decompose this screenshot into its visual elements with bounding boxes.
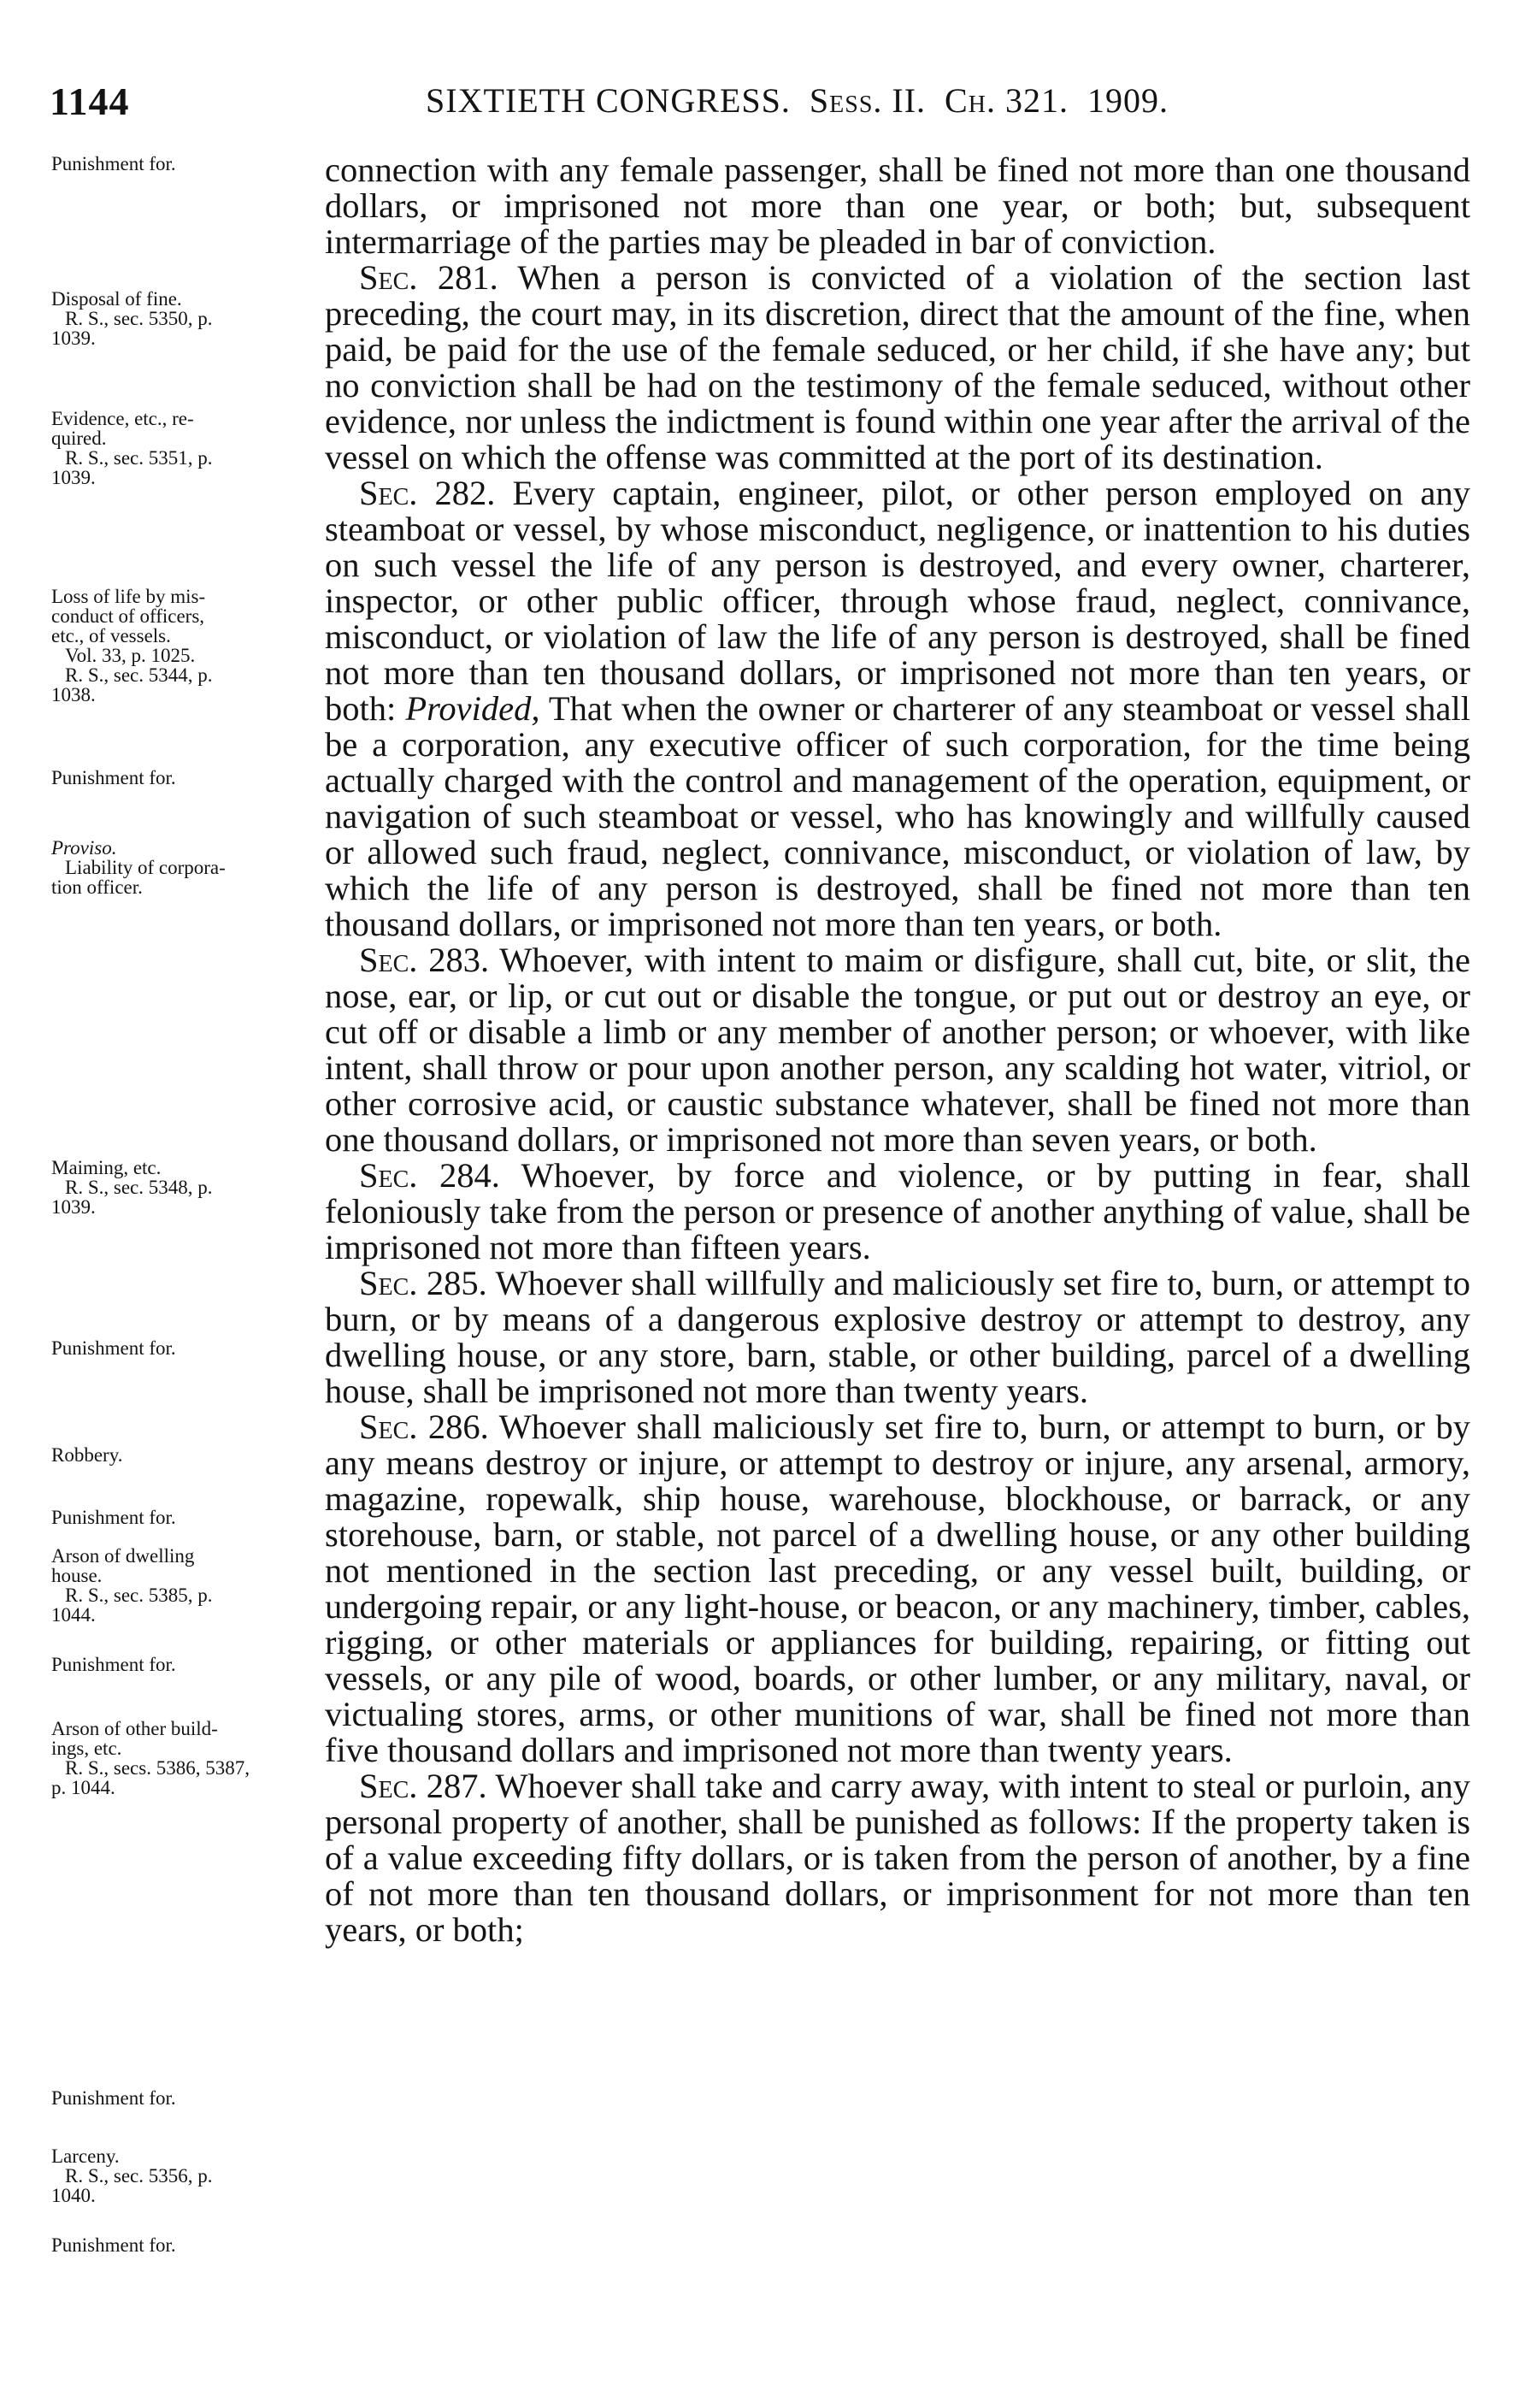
margin-note-maiming: Maiming, etc. R. S., sec. 5348, p. 1039. (51, 1157, 213, 1218)
section-282 (325, 475, 1470, 942)
section-285 (325, 1266, 1470, 1409)
section-label: Sec. 287. (359, 1767, 487, 1805)
margin-note-punishment: Punishment for. (51, 2087, 176, 2109)
margin-note-punishment: Punishment for. (51, 1654, 176, 1675)
proviso-word: Provided, (405, 689, 540, 728)
statute-body (325, 152, 1470, 1948)
margin-note-punishment: Punishment for. (51, 767, 176, 788)
section-label: Sec. 286. (359, 1408, 489, 1446)
continuation-paragraph: connection with any female passenger, shall be fined not more than one thousand dollars, or imprisoned not more than one year, or both; but, subsequent intermarriage of the parties may be pleaded in bar of conviction. (325, 150, 1470, 261)
section-text: That when the owner or charterer of any steamboat or vessel shall be a corporation, any executive officer of such corporation, for the time being actually charged with the control and management of the operation, equipment, or navigation of such steamboat or vessel, who has knowingly and willfully caused or allowed such fraud, neglect, connivance, misconduct, or violation of law, by which the life of any person is destroyed, shall be fined not more than ten thousand dollars, or imprisoned not more than ten years, or both. (325, 689, 1470, 943)
congress-title: SIXTIETH CONGRESS. (426, 81, 791, 120)
page-number: 1144 (50, 80, 130, 123)
section-label: Sec. 281. (359, 258, 498, 297)
margin-note-punishment: Punishment for. (51, 2234, 176, 2256)
margin-note-larceny: Larceny. R. S., sec. 5356, p. 1040. (51, 2145, 213, 2206)
section-label: Sec. 284. (359, 1156, 500, 1195)
section-281 (325, 260, 1470, 475)
section-text: When a person is convicted of a violation of the section last preceding, the court may, in its discretion, direct that the amount of the fine, when paid, be paid for the use of the female seduced, or her child, if she have any; but no conviction shall be had on the testimony of the female seduced, without other evidence, nor unless the indictment is found within one year after the arrival of the vessel on which the offense was committed at the port of its destination. (325, 258, 1470, 476)
section-text: Whoever shall take and carry away, with intent to steal or purloin, any personal property of another, shall be punished as follows: If the property taken is of a value exceeding fifty dollars, or is taken from the person of another, by a fine of not more than ten thousand dollars, or imprisonment for not more than ten years, or both; (325, 1767, 1470, 1949)
chapter-label: Ch. 321. (945, 81, 1069, 120)
margin-note-loss-of-life: Loss of life by mis- conduct of officers, etc., of vessels. Vol. 33, p. 1025. R. S., sec. 5344, p. 1038. (51, 586, 213, 705)
section-label: Sec. 282. (359, 474, 496, 512)
section-label: Sec. 285. (359, 1264, 487, 1302)
section-label: Sec. 283. (359, 941, 490, 979)
running-header (50, 79, 1469, 130)
section-text: Whoever, with intent to maim or disfigure, shall cut, bite, or slit, the nose, ear, or lip, or cut out or disable the tongue, or put out or destroy an eye, or cut off or disable a limb or any member of another person; or whoever, with like intent, shall throw or pour upon another person, any scalding hot water, vitriol, or other corrosive acid, or caustic substance whatever, shall be fined not more than one thousand dollars, or imprisoned not more than seven years, or both. (325, 941, 1470, 1159)
section-text: Whoever shall willfully and maliciously set fire to, burn, or attempt to burn, or by means of a dangerous explosive destroy or attempt to destroy, any dwelling house, or any store, barn, stable, or other building, parcel of a dwelling house, shall be imprisoned not more than twenty years. (325, 1264, 1470, 1410)
section-text: Every captain, engineer, pilot, or other person employed on any steamboat or vessel, by whose misconduct, negligence, or inattention to his duties on such vessel the life of any person is destroyed, and every owner, charterer, inspector, or other public officer, through whose fraud, neglect, connivance, misconduct, or violation of law the life of any person is destroyed, shall be fined not more than ten thousand dollars, or imprisoned not more than ten years, or both: (325, 474, 1470, 728)
section-text: Whoever, by force and violence, or by putting in fear, shall feloniously take from the person or presence of another anything of value, shall be imprisoned not more than fifteen years. (325, 1156, 1470, 1266)
section-287 (325, 1768, 1470, 1948)
year-label: 1909. (1086, 81, 1169, 120)
margin-note-arson-other: Arson of other build- ings, etc. R. S., secs. 5386, 5387, p. 1044. (51, 1718, 250, 1798)
section-283 (325, 942, 1470, 1158)
section-286 (325, 1409, 1470, 1768)
section-284 (325, 1158, 1470, 1266)
margin-note-arson-dwelling: Arson of dwelling house. R. S., sec. 5385, p. 1044. (51, 1545, 213, 1626)
margin-note-punishment: Punishment for. (51, 153, 176, 174)
margin-note-disposal-of-fine: Disposal of fine. R. S., sec. 5350, p. 1039. (51, 288, 213, 349)
margin-note-proviso: Proviso. Liability of corpora- tion officer. (51, 837, 226, 898)
running-title (426, 80, 1169, 121)
margin-note-punishment: Punishment for. (51, 1507, 176, 1528)
session-label: Sess. II. (809, 81, 927, 120)
section-text: Whoever shall maliciously set fire to, burn, or attempt to burn, or by any means destroy or injure, or attempt to destroy or injure, any arsenal, armory, magazine, ropewalk, ship house, warehouse, blockhouse, or barrack, or any storehouse, barn, or stable, not parcel of a dwelling house, or any other building not mentioned in the section last preceding, or any vessel built, building, or undergoing repair, or any light-house, or beacon, or any machinery, timber, cables, rigging, or other materials or appliances for building, repairing, or fitting out vessels, or any pile of wood, boards, or other lumber, or any military, naval, or victualing stores, arms, or other munitions of war, shall be fined not more than five thousand dollars and imprisoned not more than twenty years. (325, 1408, 1470, 1769)
margin-note-robbery: Robbery. (51, 1444, 123, 1466)
margin-note-evidence: Evidence, etc., re- quired. R. S., sec. 5351, p. 1039. (51, 408, 213, 488)
margin-note-punishment: Punishment for. (51, 1337, 176, 1359)
